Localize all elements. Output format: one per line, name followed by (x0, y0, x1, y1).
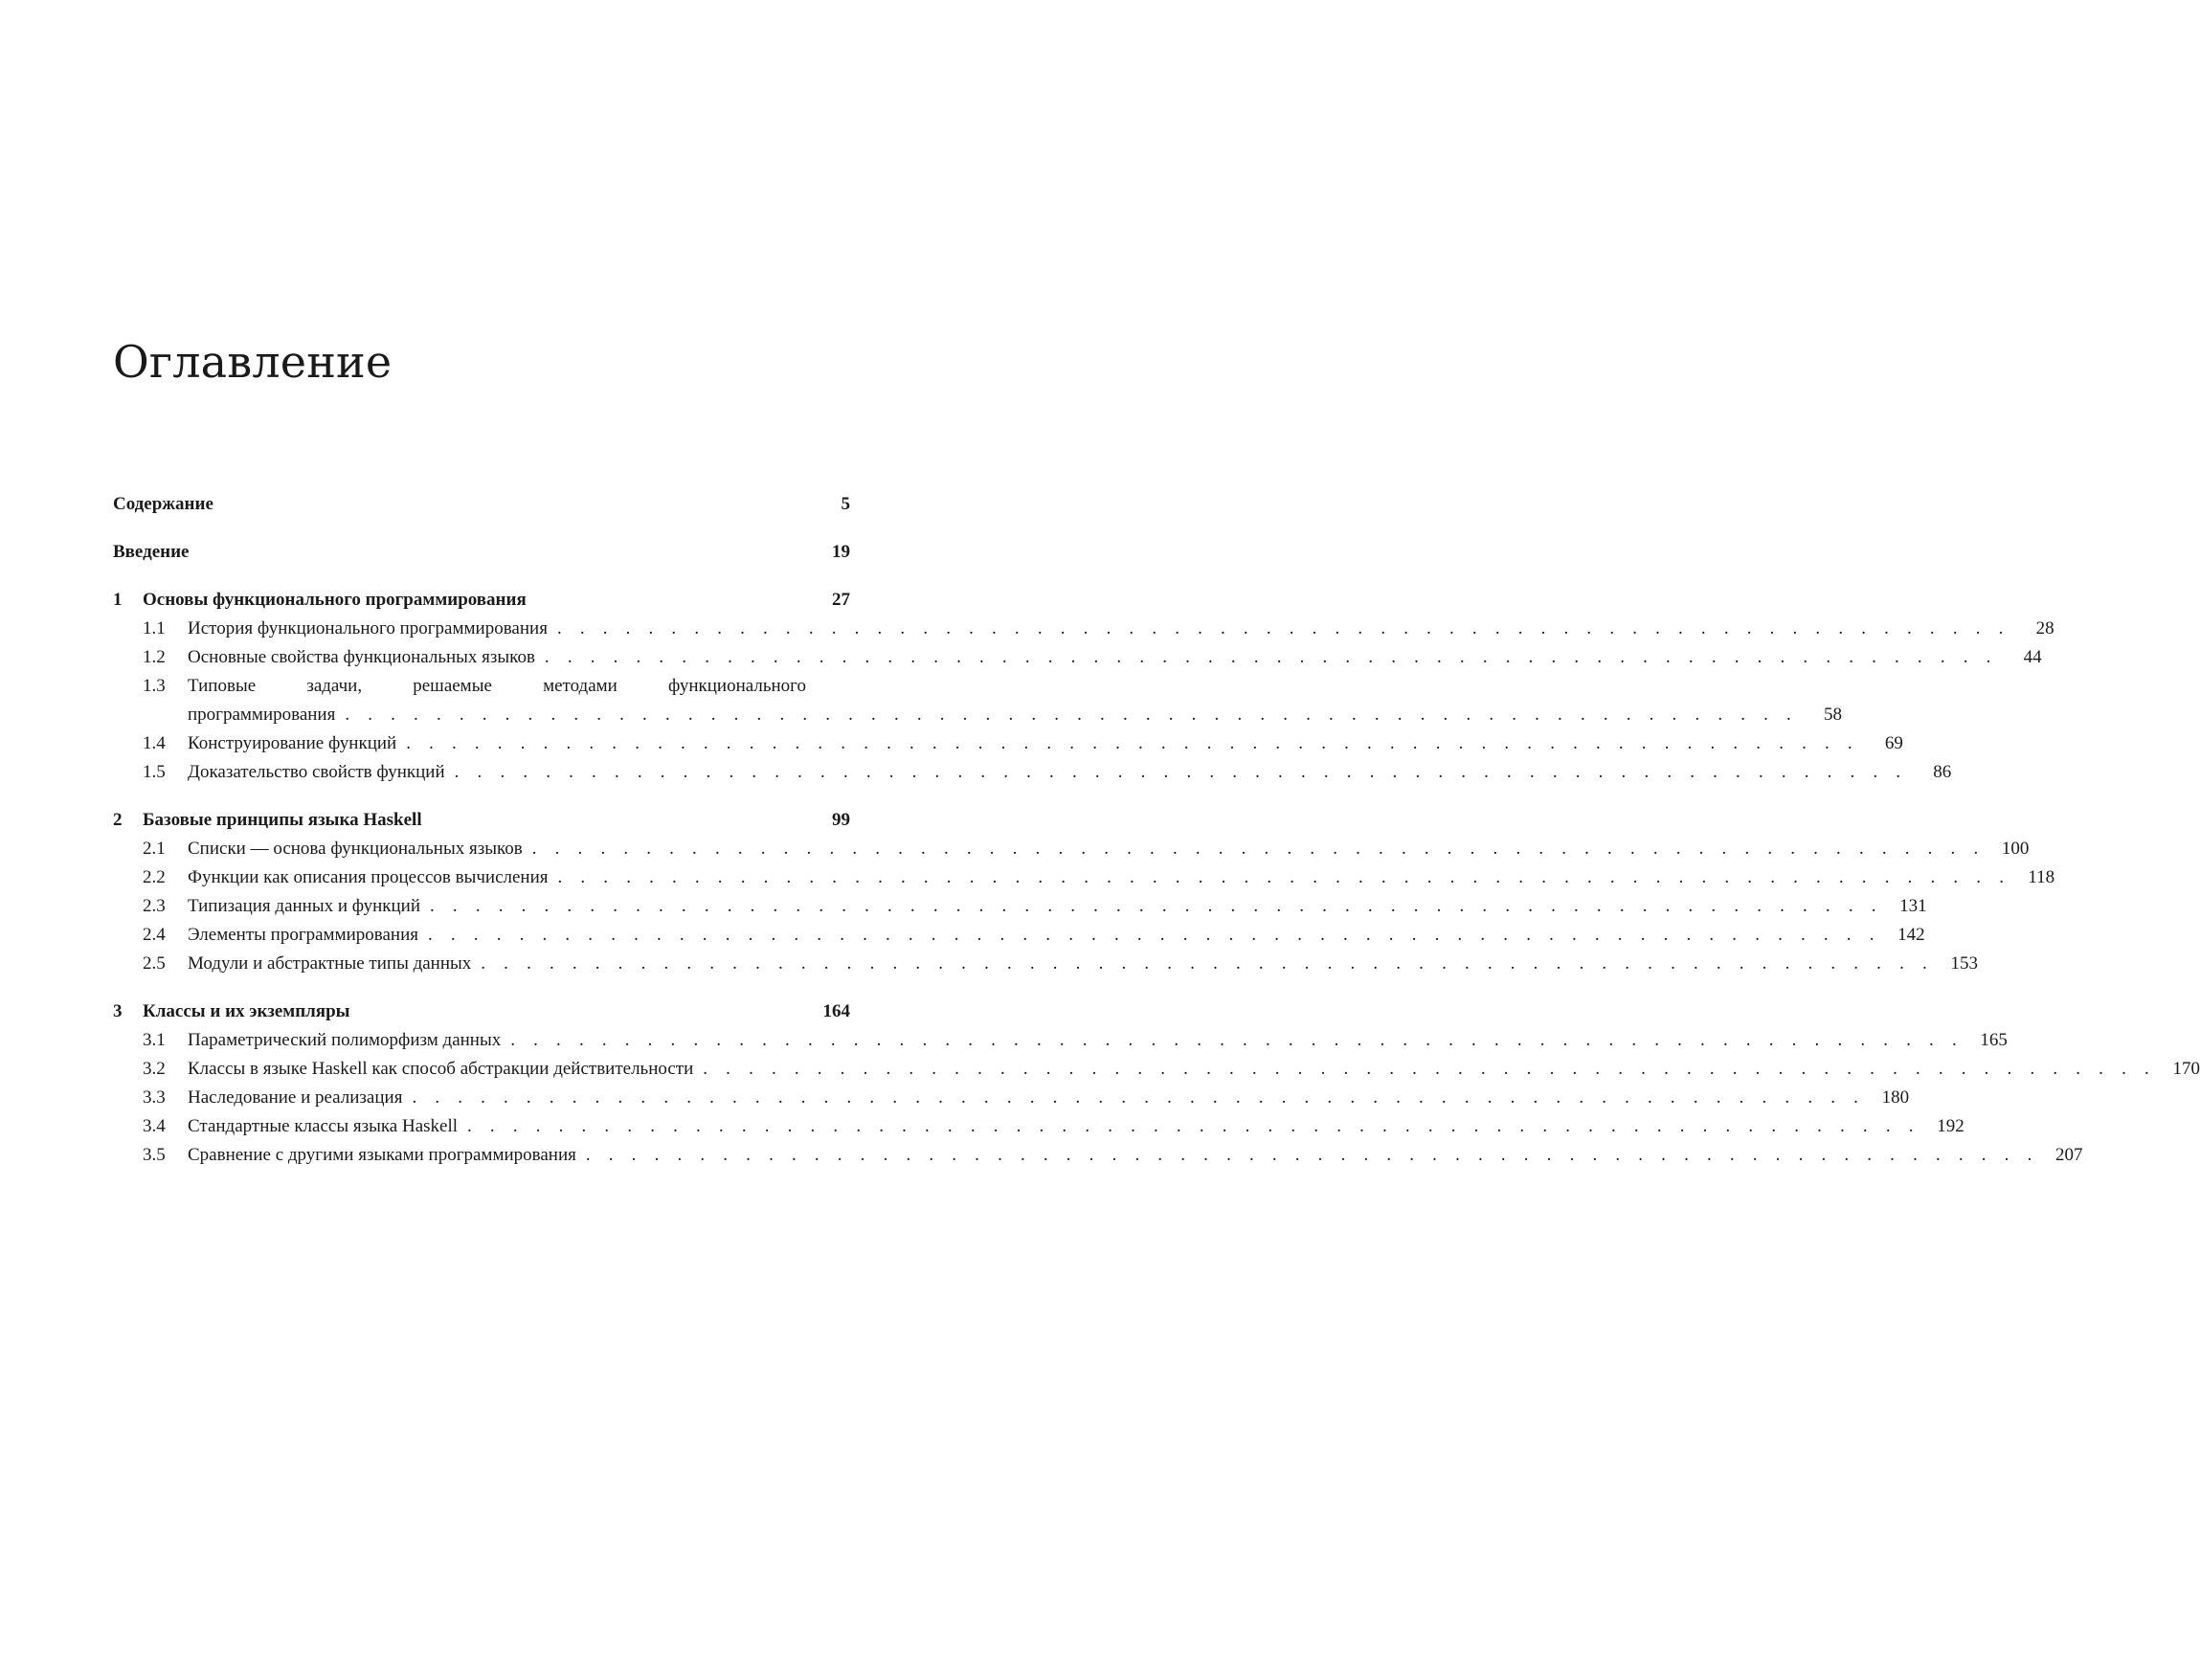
title-word: Типовые (188, 676, 257, 696)
section-number: 1.4 (143, 733, 166, 753)
section-number: 3.4 (143, 1116, 166, 1136)
section-number: 2.5 (143, 953, 166, 974)
title-word: решаемые (413, 676, 492, 696)
toc-page-number: 165 (1980, 1030, 2008, 1050)
chapter-title: Основы функционального программирования (143, 590, 527, 610)
toc-section[interactable] (113, 1112, 1964, 1141)
section-title: Конструирование функций (188, 733, 397, 753)
toc-section[interactable] (113, 729, 1903, 758)
section-number: 3.5 (143, 1145, 166, 1165)
toc-chapter-2 (113, 806, 2055, 978)
toc-chapter-1 (113, 586, 2054, 787)
section-title: Параметрический полиморфизм данных (188, 1030, 502, 1050)
toc-section[interactable] (113, 950, 1978, 978)
toc-page-number: 142 (1897, 925, 1925, 945)
section-number: 3.3 (143, 1087, 166, 1108)
toc-page-number: 58 (1824, 705, 1842, 725)
toc-page-number: 170 (2172, 1059, 2200, 1079)
toc-chapter-heading[interactable] (113, 997, 850, 1026)
section-number: 1.2 (143, 647, 166, 667)
title-word: методами (543, 676, 617, 696)
chapter-title: Базовые принципы языка Haskell (143, 810, 422, 830)
section-number: 3.1 (143, 1030, 166, 1050)
section-title: Функции как описания процессов вычисления (188, 867, 549, 887)
page-title: Оглавление (113, 336, 393, 388)
toc-page-number: 69 (1884, 733, 1903, 753)
dot-leader: . . . . . . . . . . . . . . . . . . . . . . . . . . . . . . . . . . . . . . . . . . . . . . . . . . . . . . . . . . . . . . . . (585, 1145, 2039, 1165)
section-title: Доказательство свойств функций (188, 762, 445, 782)
section-number: 1.3 (143, 676, 166, 696)
chapter-number: 2 (113, 810, 123, 830)
toc-section[interactable] (113, 1084, 1910, 1112)
toc-section-multiline-cont[interactable] (113, 701, 1842, 729)
section-number: 2.3 (143, 896, 166, 916)
chapter-title: Классы и их экземпляры (143, 1001, 350, 1021)
section-title: Элементы программирования (188, 925, 418, 945)
toc-page-number: 19 (832, 542, 850, 562)
toc-section-multiline-first[interactable] (113, 672, 850, 701)
toc-entry-contents[interactable] (113, 490, 850, 519)
toc-section[interactable] (113, 758, 1952, 787)
toc-section[interactable] (113, 615, 2054, 643)
section-number: 2.1 (143, 839, 166, 859)
dot-leader: . . . . . . . . . . . . . . . . . . . . . . . . . . . . . . . . . . . . . . . . . . . . . . . . . . . . . . . . . . . . . . . . (345, 705, 1798, 725)
toc-section[interactable] (113, 1055, 2200, 1084)
toc-entry-introduction[interactable] (113, 538, 850, 567)
dot-leader: . . . . . . . . . . . . . . . . . . . . . . . . . . . . . . . . . . . . . . . . . . . . . . . . . . . . . . . . . . . . . . . . (467, 1116, 1920, 1136)
dot-leader: . . . . . . . . . . . . . . . . . . . . . . . . . . . . . . . . . . . . . . . . . . . . . . . . . . . . . . . . . . . . . . . . (531, 839, 1986, 859)
toc-page-number: 164 (822, 1001, 850, 1021)
toc-section[interactable] (113, 863, 2055, 892)
section-title: Сравнение с другими языками программирования (188, 1145, 576, 1165)
dot-leader: . . . . . . . . . . . . . . . . . . . . . . . . . . . . . . . . . . . . . . . . . . . . . . . . . . . . . . . . . . . . . . . . (510, 1030, 1964, 1050)
toc-page-number: 99 (832, 810, 850, 830)
dot-leader: . . . . . . . . . . . . . . . . . . . . . . . . . . . . . . . . . . . . . . . . . . . . . . . . . . . . . . . . . . . . . . . . (544, 647, 1998, 667)
dot-leader: . . . . . . . . . . . . . . . . . . . . . . . . . . . . . . . . . . . . . . . . . . . . . . . . . . . . . . . . . . . . . . . . (481, 953, 1934, 974)
section-number: 3.2 (143, 1059, 166, 1079)
toc-page-number: 192 (1937, 1116, 1964, 1136)
dot-leader: . . . . . . . . . . . . . . . . . . . . . . . . . . . . . . . . . . . . . . . . . . . . . . . . . . . . . . . . . . . . . . . . (406, 733, 1859, 753)
toc-chapter-heading[interactable] (113, 586, 850, 615)
dot-leader: . . . . . . . . . . . . . . . . . . . . . . . . . . . . . . . . . . . . . . . . . . . . . . . . . . . . . . . . . . . . . . . . (557, 867, 2011, 887)
section-title: Типизация данных и функций (188, 896, 421, 916)
section-number: 1.1 (143, 618, 166, 638)
table-of-contents (113, 490, 2200, 1189)
toc-section[interactable] (113, 643, 2042, 672)
section-number: 2.2 (143, 867, 166, 887)
section-title: Списки — основа функциональных языков (188, 839, 523, 859)
toc-page-number: 44 (2023, 647, 2042, 667)
section-title: Модули и абстрактные типы данных (188, 953, 472, 974)
toc-page-number: 180 (1881, 1087, 1910, 1108)
toc-page-number: 27 (832, 590, 850, 610)
section-title-continued: программирования (188, 705, 336, 725)
toc-page-number: 131 (1899, 896, 1927, 916)
toc-section[interactable] (113, 921, 1925, 950)
chapter-number: 1 (113, 590, 123, 610)
toc-entry-title: Содержание (113, 494, 213, 514)
chapter-number: 3 (113, 1001, 123, 1021)
dot-leader: . . . . . . . . . . . . . . . . . . . . . . . . . . . . . . . . . . . . . . . . . . . . . . . . . . . . . . . . . . . . . . . . (412, 1087, 1866, 1108)
toc-section[interactable] (113, 835, 2030, 863)
toc-page-number: 5 (841, 494, 850, 514)
section-title: Наследование и реализация (188, 1087, 403, 1108)
section-title: Основные свойства функциональных языков (188, 647, 535, 667)
section-title: Классы в языке Haskell как способ абстракции действительности (188, 1059, 694, 1079)
title-word: функционального (668, 676, 806, 696)
dot-leader: . . . . . . . . . . . . . . . . . . . . . . . . . . . . . . . . . . . . . . . . . . . . . . . . . . . . . . . . . . . . . . . . (428, 925, 1881, 945)
toc-page-number: 118 (2028, 867, 2055, 887)
dot-leader: . . . . . . . . . . . . . . . . . . . . . . . . . . . . . . . . . . . . . . . . . . . . . . . . . . . . . . . . . . . . . . . . (703, 1059, 2156, 1079)
toc-chapter-heading[interactable] (113, 806, 850, 835)
dot-leader: . . . . . . . . . . . . . . . . . . . . . . . . . . . . . . . . . . . . . . . . . . . . . . . . . . . . . . . . . . . . . . . . (454, 762, 1908, 782)
dot-leader: . . . . . . . . . . . . . . . . . . . . . . . . . . . . . . . . . . . . . . . . . . . . . . . . . . . . . . . . . . . . . . . . (430, 896, 1883, 916)
toc-page-number: 100 (2001, 839, 2030, 859)
toc-section[interactable] (113, 1026, 2008, 1055)
section-number: 1.5 (143, 762, 166, 782)
toc-chapter-3 (113, 997, 2200, 1170)
dot-leader: . . . . . . . . . . . . . . . . . . . . . . . . . . . . . . . . . . . . . . . . . . . . . . . . . . . . . . . . . . . . . . . . (556, 618, 2010, 638)
section-title (188, 672, 850, 701)
title-word: задачи, (306, 676, 363, 696)
toc-entry-title: Введение (113, 542, 190, 562)
section-title: История функционального программирования (188, 618, 548, 638)
section-title: Стандартные классы языка Haskell (188, 1116, 459, 1136)
toc-page-number: 28 (2035, 618, 2054, 638)
toc-page-number: 86 (1933, 762, 1952, 782)
toc-section[interactable] (113, 1141, 2083, 1170)
toc-page-number: 153 (1950, 953, 1978, 974)
toc-page-number: 207 (2055, 1145, 2083, 1165)
section-number: 2.4 (143, 925, 166, 945)
toc-section[interactable] (113, 892, 1927, 921)
